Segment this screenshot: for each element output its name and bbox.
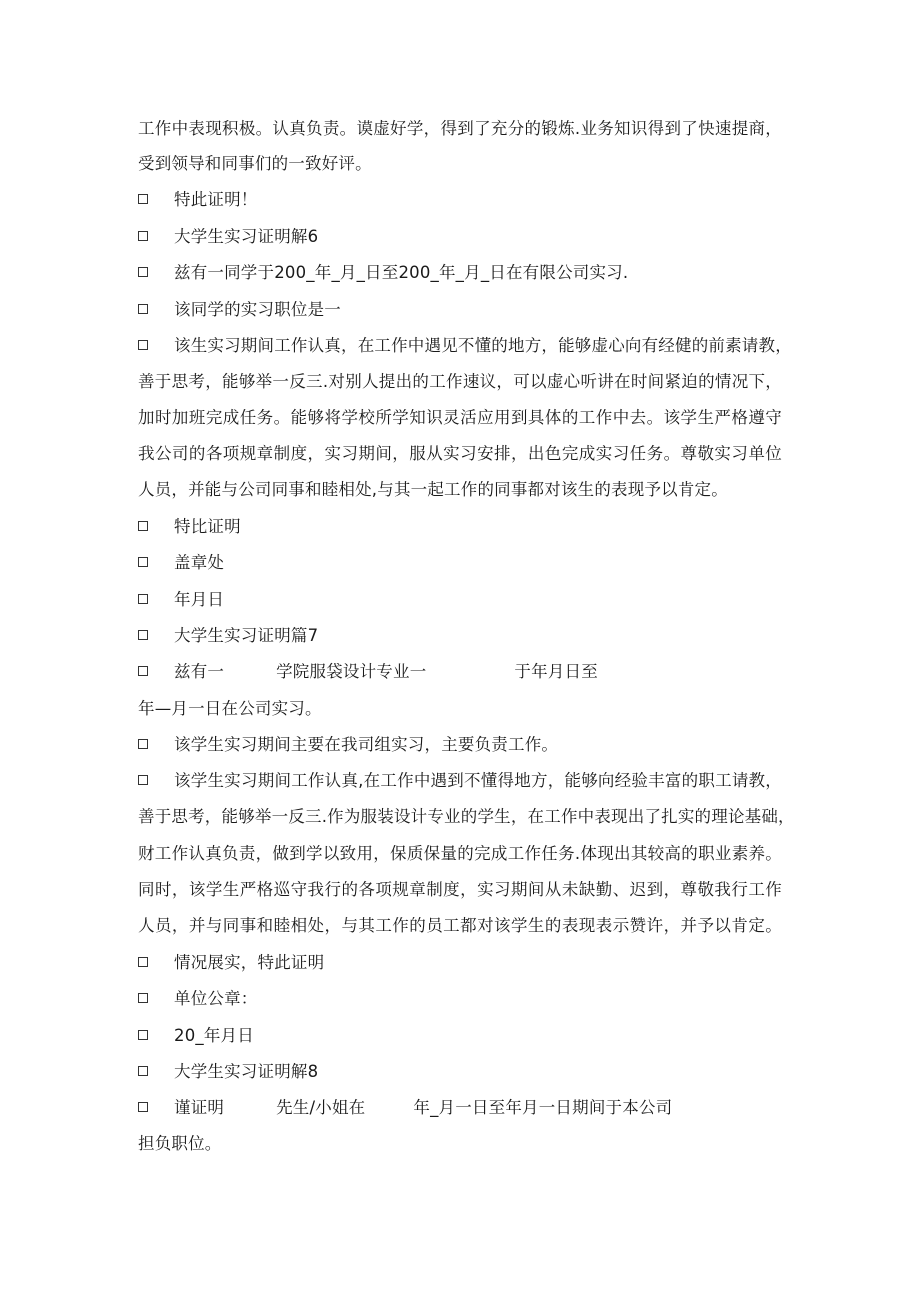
text-segment: 于年月日至	[514, 662, 598, 681]
square-bullet-icon	[138, 1030, 148, 1040]
paragraph-line: 人员，并与同事和睦相处，与其工作的员工都对该学生的表现表示赞许，并予以肯定。	[138, 916, 782, 935]
list-item	[138, 189, 258, 211]
paragraph-line: 财工作认真负责，做到学以致用，保质保量的完成工作任务.体现出其较高的职业素养。	[138, 844, 782, 863]
list-item-text: 盖章处	[174, 553, 225, 572]
list-item-text: 年月日	[174, 590, 225, 609]
square-bullet-icon	[138, 1066, 148, 1076]
square-bullet-icon	[138, 231, 148, 241]
paragraph-line: 人员，并能与公司同事和睦相处,与其一起工作的同事都对该生的表现予以肯定。	[138, 480, 728, 499]
list-item-text: 特此证明！	[174, 190, 258, 209]
square-bullet-icon	[138, 594, 148, 604]
list-item	[138, 770, 782, 792]
square-bullet-icon	[138, 957, 148, 967]
section-heading: 大学生实习证明解8	[174, 1062, 319, 1081]
square-bullet-icon	[138, 739, 148, 749]
list-item-text: 该同学的实习职位是一	[174, 300, 341, 319]
list-item-text: 特比证明	[174, 517, 241, 536]
paragraph-line: 我公司的各项规章制度，实习期间，服从实习安排，出色完成实习任务。尊敬实习单位	[138, 444, 782, 463]
list-item-text: 兹有一同学于200_年_月_日至200_年_月_日在有限公司实习.	[174, 263, 629, 282]
paragraph-line: 加时加班完成任务。能够将学校所学知识灵活应用到具体的工作中去。该学生严格遵守	[138, 408, 782, 427]
list-item	[138, 734, 558, 756]
square-bullet-icon	[138, 194, 148, 204]
list-item-text: 20_年月日	[174, 1026, 254, 1045]
square-bullet-icon	[138, 1102, 148, 1112]
square-bullet-icon	[138, 557, 148, 567]
paragraph-line: 善于思考，能够举一反三.对别人提出的工作速议，可以虚心听讲在时间紧迫的情况下，	[138, 372, 782, 391]
square-bullet-icon	[138, 666, 148, 676]
list-item-text: 该学生实习期间主要在我司组实习，主要负责工作。	[174, 735, 559, 754]
list-item	[138, 625, 318, 647]
paragraph-line: 年—月一日在公司实习。	[138, 699, 322, 718]
text-segment: 学院服袋设计专业一	[276, 662, 427, 681]
section-heading: 大学生实习证明解6	[174, 227, 319, 246]
list-item	[138, 1025, 254, 1047]
list-item-text: 该生实习期间工作认真，在工作中遇见不懂的地方，能够虚心向有经健的前素请教，	[174, 336, 792, 355]
square-bullet-icon	[138, 340, 148, 350]
list-item	[138, 661, 598, 683]
paragraph-line: 担负职位。	[138, 1134, 222, 1153]
list-item	[138, 1097, 672, 1119]
paragraph-line: 同时，该学生严格巡守我行的各项规章制度，实习期间从未缺勤、迟到，尊敬我行工作	[138, 880, 782, 899]
list-item	[138, 952, 324, 974]
list-item-text: 该学生实习期间工作认真,在工作中遇到不懂得地方，能够向经验丰富的职工请教，	[174, 771, 782, 790]
list-item	[138, 988, 258, 1010]
list-item	[138, 226, 318, 248]
text-segment: 年_月一日至年月一日期间于本公司	[413, 1098, 673, 1117]
square-bullet-icon	[138, 304, 148, 314]
square-bullet-icon	[138, 267, 148, 277]
list-item	[138, 1061, 318, 1083]
paragraph-line: 善于思考，能够举一反三.作为服装设计专业的学生，在工作中表现出了扎实的理论基础，	[138, 807, 795, 826]
text-segment: 先生/小姐在	[276, 1098, 366, 1117]
list-item	[138, 589, 224, 611]
text-segment: 谨证明	[174, 1098, 225, 1117]
paragraph-line: 受到领导和同事们的一致好评。	[138, 154, 372, 173]
list-item-text: 单位公章：	[174, 989, 258, 1008]
list-item	[138, 516, 241, 538]
list-item	[138, 552, 224, 574]
list-item-text: 情况展实，特此证明	[174, 953, 325, 972]
list-item	[138, 299, 341, 321]
square-bullet-icon	[138, 630, 148, 640]
section-heading: 大学生实习证明篇7	[174, 626, 319, 645]
square-bullet-icon	[138, 775, 148, 785]
square-bullet-icon	[138, 521, 148, 531]
list-item	[138, 335, 792, 357]
text-segment: 兹有一	[174, 662, 225, 681]
paragraph-line: 工作中表现积极。认真负责。谟虚好学，得到了充分的锻炼.业务知识得到了快速提商，	[138, 119, 782, 138]
list-item	[138, 262, 628, 284]
square-bullet-icon	[138, 993, 148, 1003]
